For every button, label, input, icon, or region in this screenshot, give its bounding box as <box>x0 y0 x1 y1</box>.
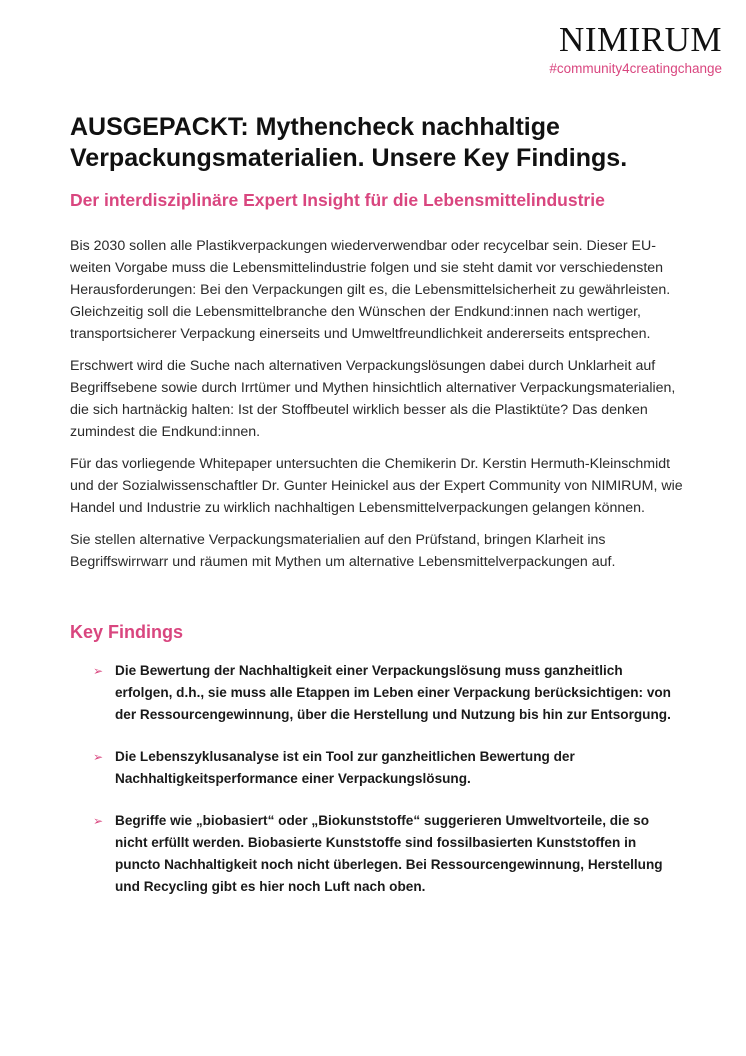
list-item <box>93 660 683 726</box>
list-item <box>93 746 683 790</box>
paragraph: Sie stellen alternative Verpackungsmaterialien auf den Prüfstand, bringen Klarheit ins Begriffswirrwarr und räumen mit Mythen um alternative Lebensmittelverpackungen auf. <box>70 532 616 570</box>
list-item <box>93 810 683 898</box>
intro-text <box>70 235 690 583</box>
finding-text: Begriffe wie „biobasiert“ oder „Biokunststoffe“ suggerieren Umweltvorteile, die so nicht erfüllt werden. Biobasierte Kunststoffe sind fossilbasierten Kunststoffen in puncto Nachhaltigkeit noch nicht überlegen. Bei Ressourcengewinnung, Herstellung und Recycling gibt es hier noch Luft nach oben. <box>115 813 663 894</box>
brand-name: NIMIRUM <box>559 20 722 59</box>
paragraph: Erschwert wird die Suche nach alternativen Verpackungslösungen dabei durch Unklarheit auf Begriffsebene sowie durch Irrtümer und Mythen hinsichtlich alternativer Verpackungsmaterialien, die sich hartnäckig halten: Ist der Stoffbeutel wirklich besser als die Plastiktüte? Das denken zumindest die Endkund:innen. <box>70 358 676 440</box>
arrow-bullet-icon: ➢ <box>93 750 104 764</box>
page-subtitle: Der interdisziplinäre Expert Insight für die Lebensmittelindustrie <box>70 190 605 210</box>
paragraph: Für das vorliegende Whitepaper untersuchten die Chemikerin Dr. Kerstin Hermuth-Kleinschmidt und der Sozialwissenschaftler Dr. Gunter Heinickel aus der Expert Community von NIMIRUM, wie Handel und Industrie zu wirklich nachhaltigen Lebensmittelverpackungen gelangen können. <box>70 456 683 516</box>
brand-logo <box>549 22 722 76</box>
paragraph: Bis 2030 sollen alle Plastikverpackungen wiederverwendbar oder recycelbar sein. Dieser EU-weiten Vorgabe muss die Lebensmittelindustrie folgen und sie steht damit vor verschiedensten Herausforderungen: Bei den Verpackungen gilt es, die Lebensmittelsicherheit zu gewährleisten. Gleichzeitig soll die Lebensmittelbranche den Wünschen der Endkund:innen nach wertiger, transportsicherer Verpackung einerseits und Umweltfreundlichkeit andererseits entsprechen. <box>70 238 671 342</box>
page-title: AUSGEPACKT: Mythencheck nachhaltige Verpackungsmaterialien. Unsere Key Findings. <box>70 113 628 172</box>
finding-text: Die Lebenszyklusanalyse ist ein Tool zur ganzheitlichen Bewertung der Nachhaltigkeitsperformance einer Verpackungslösung. <box>115 749 575 786</box>
arrow-bullet-icon: ➢ <box>93 814 104 828</box>
brand-tagline: #community4creatingchange <box>549 61 722 76</box>
key-findings-heading: Key Findings <box>70 622 184 642</box>
key-findings-list <box>93 660 683 918</box>
finding-text: Die Bewertung der Nachhaltigkeit einer Verpackungslösung muss ganzheitlich erfolgen, d.h., sie muss alle Etappen im Leben einer Verpackung berücksichtigen: von der Ressourcengewinnung, über die Herstellung und Nutzung bis hin zur Entsorgung. <box>115 663 671 722</box>
arrow-bullet-icon: ➢ <box>93 664 104 678</box>
